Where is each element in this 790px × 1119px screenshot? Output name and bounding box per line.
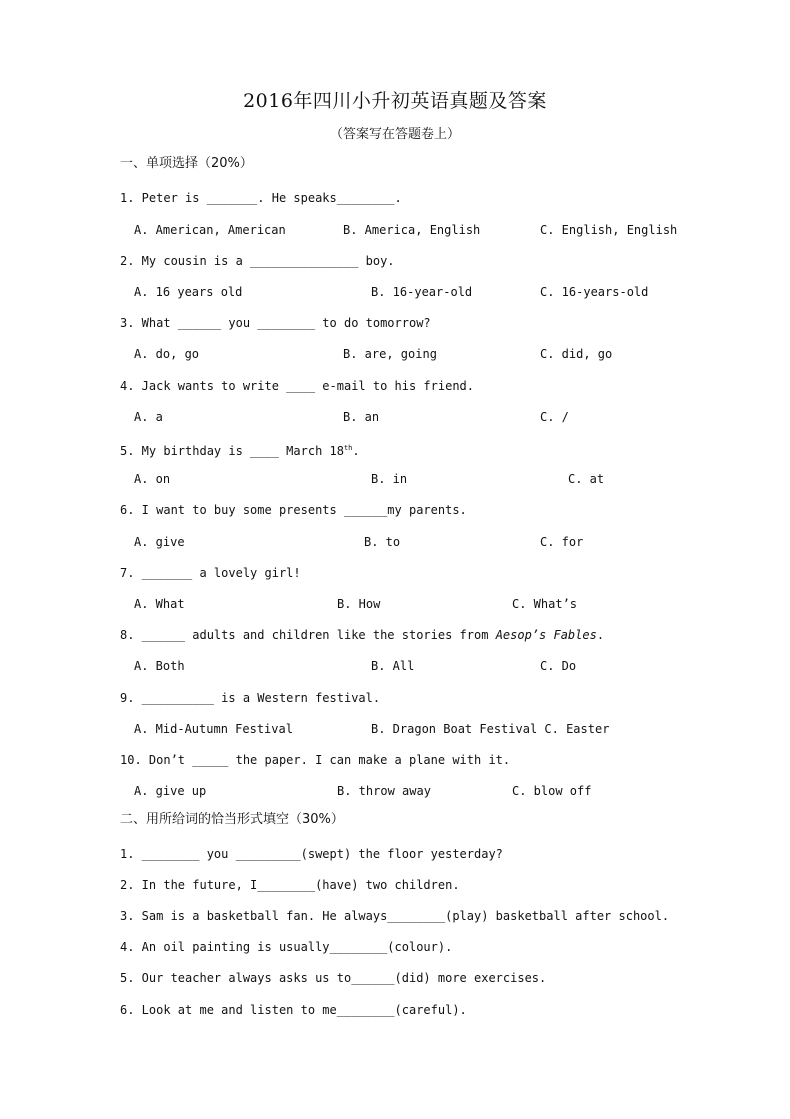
q7-option-c: C. What’s [512,597,578,611]
question-5 [120,440,360,459]
q5-superscript: th [343,444,353,452]
question-1: 1. Peter is _______. He speaks________. [120,191,402,205]
q1-option-c: C. English, English [540,223,678,237]
question-10: 10. Don’t _____ the paper. I can make a plane with it. [120,753,511,767]
q5-option-b: B. in [371,472,408,486]
q7-option-a: A. What [134,597,185,611]
q8-end: . [596,628,605,642]
q2-option-a: A. 16 years old [134,285,243,299]
q5-end: . [352,444,360,458]
question-2: 2. My cousin is a _______________ boy. [120,254,395,268]
page-title: 2016年四川小升初英语真题及答案 [243,90,547,112]
q3-option-b: B. are, going [343,347,437,361]
fill-item-2: 2. In the future, I________(have) two children. [120,878,460,892]
question-8 [120,627,604,643]
fill-item-6: 6. Look at me and listen to me________(careful). [120,1003,467,1017]
fill-item-3: 3. Sam is a basketball fan. He always________(play) basketball after school. [120,909,670,923]
question-3: 3. What ______ you ________ to do tomorrow? [120,316,431,330]
q1-option-a: A. American, American [134,223,286,237]
q2-option-c: C. 16-years-old [540,285,649,299]
q9-option-a: A. Mid-Autumn Festival [134,722,293,736]
q10-option-a: A. give up [134,784,207,798]
question-6: 6. I want to buy some presents ______my parents. [120,503,467,517]
q4-option-a: A. a [134,410,163,424]
q10-option-c: C. blow off [512,784,592,798]
fill-item-4: 4. An oil painting is usually________(colour). [120,940,453,954]
q2-option-b: B. 16-year-old [371,285,473,299]
fill-item-5: 5. Our teacher always asks us to______(did) more exercises. [120,971,547,985]
q8-option-c: C. Do [540,659,577,673]
q6-option-c: C. for [540,535,584,549]
q8-option-a: A. Both [134,659,185,673]
q8-option-b: B. All [371,659,415,673]
page-subtitle: （答案写在答题卷上） [329,127,460,142]
question-7: 7. _______ a lovely girl! [120,566,301,580]
q4-option-b: B. an [343,410,380,424]
section-heading-2: 二、用所给词的恰当形式填空（30%） [120,812,344,827]
fill-item-1: 1. ________ you _________(swept) the floor yesterday? [120,847,503,861]
question-9: 9. __________ is a Western festival. [120,691,381,705]
q7-option-b: B. How [337,597,381,611]
q5-option-c: C. at [568,472,605,486]
q5-option-a: A. on [134,472,171,486]
q8-text: 8. ______ adults and children like the stories from [120,628,496,642]
section-heading-1: 一、单项选择（20%） [120,156,253,171]
q8-book-title: Aesop’s Fables [495,628,597,642]
q10-option-b: B. throw away [337,784,431,798]
q3-option-a: A. do, go [134,347,200,361]
q3-option-c: C. did, go [540,347,613,361]
question-4: 4. Jack wants to write ____ e-mail to his friend. [120,379,475,393]
q4-option-c: C. / [540,410,569,424]
q6-option-b: B. to [364,535,401,549]
q9-option-b: B. Dragon Boat Festival C. Easter [371,722,610,736]
q6-option-a: A. give [134,535,185,549]
q5-text: 5. My birthday is ____ March 18 [120,444,344,458]
q1-option-b: B. America, English [343,223,481,237]
